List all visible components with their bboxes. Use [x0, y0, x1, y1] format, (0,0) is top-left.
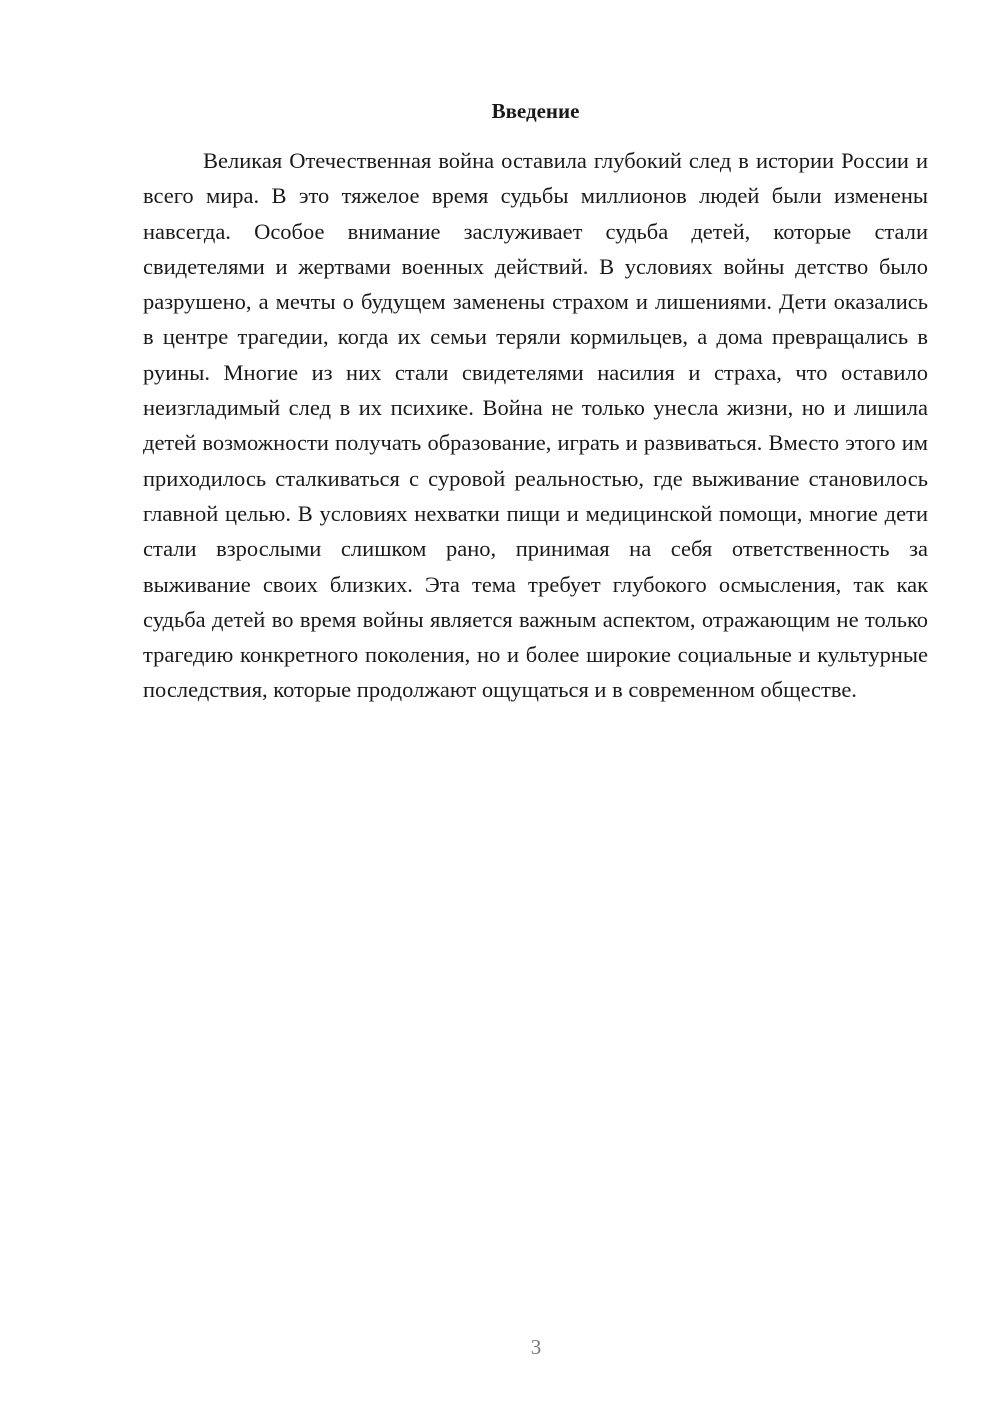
- body-paragraph: Великая Отечественная война оставила глубокий след в истории России и всего мира. В это тяжелое время судьбы миллионов людей были изменены навсегда. Особое внимание заслуживает судьба детей, которые стали свидетелями и жертвами военных действий. В условиях войны детство было разрушено, а мечты о будущем заменены страхом и лишениями. Дети оказались в центре трагедии, когда их семьи теряли кормильцев, а дома превращались в руины. Многие из них стали свидетелями насилия и страха, что оставило неизгладимый след в их психике. Война не только унесла жизни, но и лишила детей возможности получать образование, играть и развиваться. Вместо этого им приходилось сталкиваться с суровой реальностью, где выживание становилось главной целью. В условиях нехватки пищи и медицинской помощи, многие дети стали взрослыми слишком рано, принимая на себя ответственность за выживание своих близких. Эта тема требует глубокого осмысления, так как судьба детей во время войны является важным аспектом, отражающим не только трагедию конкретного поколения, но и более широкие социальные и культурные последствия, которые продолжают ощущаться и в современном обществе.: [143, 148, 928, 703]
- page-number: 3: [530, 1335, 542, 1359]
- section-heading: Введение: [491, 99, 580, 123]
